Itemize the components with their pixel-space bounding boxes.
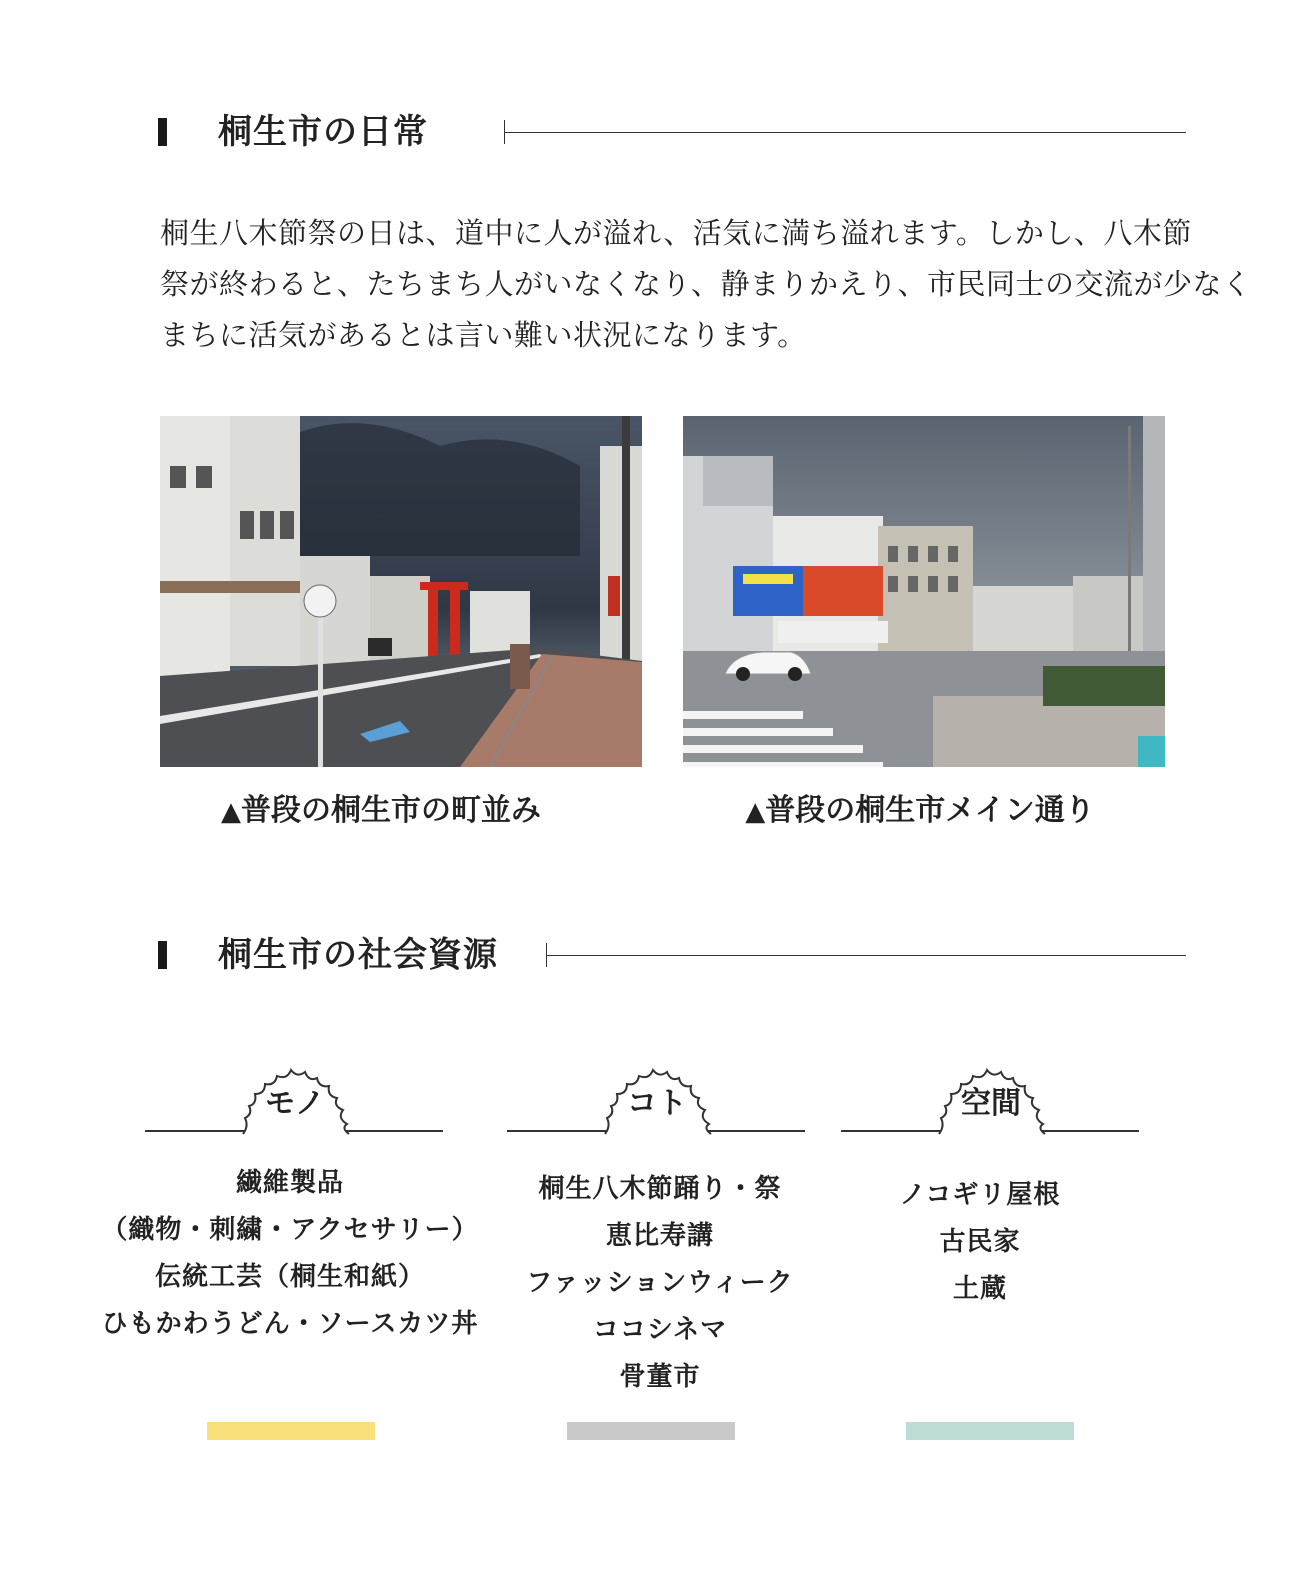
list-item: （織物・刺繍・アクセサリー） bbox=[101, 1215, 479, 1245]
heading-line-left bbox=[145, 1130, 245, 1132]
caption-text: 普段の桐生市の町並み bbox=[241, 793, 541, 828]
color-swatch-kukan bbox=[906, 1422, 1074, 1440]
main-street-photo-illustration bbox=[683, 416, 1165, 767]
list-item: 桐生八木節踊り・祭 bbox=[538, 1174, 782, 1204]
caption-text: 普段の桐生市メイン通り bbox=[765, 793, 1095, 828]
section-title: 桐生市の日常 bbox=[218, 112, 428, 152]
section-title: 桐生市の社会資源 bbox=[218, 935, 498, 975]
heading-line-right bbox=[707, 1130, 805, 1132]
category-label: コト bbox=[627, 1086, 687, 1121]
list-item: ココシネマ bbox=[592, 1315, 728, 1345]
color-swatch-mono bbox=[207, 1422, 375, 1440]
photo-caption-townscape bbox=[140, 790, 622, 833]
section-header-social-resources bbox=[158, 931, 1186, 981]
category-list-koto bbox=[510, 1166, 810, 1401]
intro-paragraph bbox=[160, 208, 1252, 361]
section-header-daily-life bbox=[158, 108, 1186, 158]
category-list-mono bbox=[90, 1160, 490, 1348]
heading-line-left bbox=[841, 1130, 941, 1132]
section-rule bbox=[546, 955, 1186, 956]
section-marker bbox=[158, 118, 167, 146]
list-item: 伝統工芸（桐生和紙） bbox=[154, 1262, 425, 1292]
photo-caption-main-street bbox=[679, 790, 1161, 833]
category-heading-kukan bbox=[841, 1062, 1141, 1137]
list-item: 土蔵 bbox=[952, 1274, 1007, 1304]
triangle-marker-icon: ▲ bbox=[221, 797, 241, 827]
category-label: 空間 bbox=[961, 1086, 1021, 1121]
triangle-marker-icon: ▲ bbox=[745, 797, 766, 827]
list-item: ノコギリ屋根 bbox=[899, 1180, 1061, 1210]
list-item: 繊維製品 bbox=[235, 1168, 344, 1198]
category-label: モノ bbox=[265, 1086, 325, 1121]
section-rule bbox=[504, 132, 1186, 133]
section-marker bbox=[158, 941, 167, 969]
intro-line: 祭が終わると、たちまち人がいなくなり、静まりかえり、市民同士の交流が少なく bbox=[160, 267, 1252, 301]
list-item: ひもかわうどん・ソースカツ丼 bbox=[101, 1309, 479, 1339]
category-list-kukan bbox=[840, 1172, 1120, 1313]
street-photo-illustration bbox=[160, 416, 642, 767]
category-heading-koto bbox=[507, 1062, 807, 1137]
intro-line: 桐生八木節祭の日は、道中に人が溢れ、活気に満ち溢れます。しかし、八木節 bbox=[160, 216, 1192, 250]
heading-line-left bbox=[507, 1130, 607, 1132]
list-item: 恵比寿講 bbox=[605, 1221, 714, 1251]
intro-line: まちに活気があるとは言い難い状況になります。 bbox=[160, 318, 807, 352]
color-swatch-koto bbox=[567, 1422, 735, 1440]
list-item: ファッションウィーク bbox=[526, 1268, 794, 1298]
photo-main-street bbox=[683, 416, 1165, 767]
photo-townscape bbox=[160, 416, 642, 767]
heading-line-right bbox=[345, 1130, 443, 1132]
list-item: 骨董市 bbox=[619, 1362, 701, 1392]
category-heading-mono bbox=[145, 1062, 445, 1137]
list-item: 古民家 bbox=[939, 1227, 1021, 1257]
heading-line-right bbox=[1041, 1130, 1139, 1132]
